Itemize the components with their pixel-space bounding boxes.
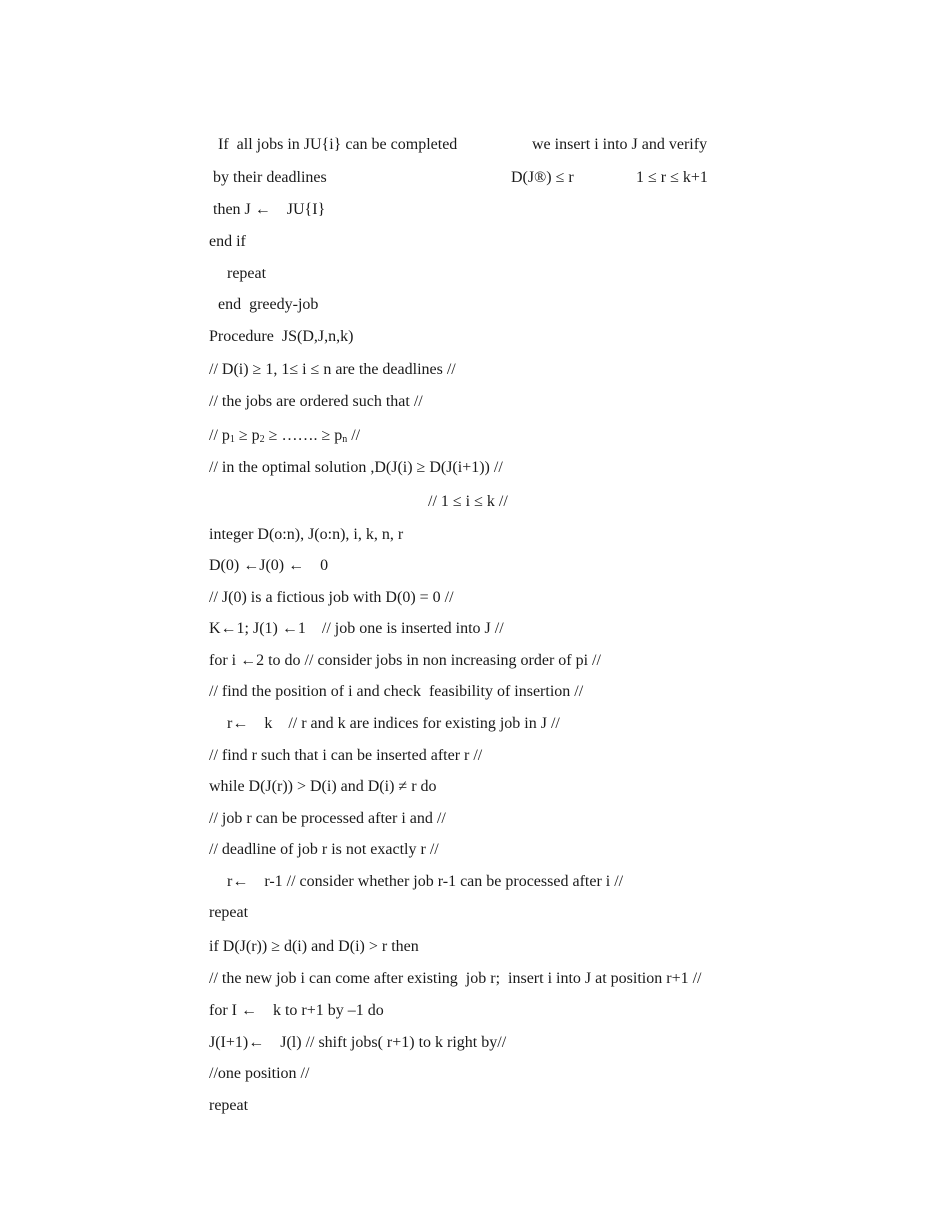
line-20-text: // find r such that i can be inserted after r //	[209, 747, 483, 764]
code-line-1-right	[516, 115, 708, 153]
code-line-2	[197, 148, 327, 186]
line-22-text: // job r can be processed after i and //	[209, 810, 446, 827]
line-26-text: if D(J(r)) ≥ d(i) and D(i) > r then	[209, 938, 419, 955]
line-2-mid: D(J®) ≤ r	[511, 169, 574, 186]
code-line-26	[193, 917, 419, 955]
line-3-text: then J ← JU{I}	[213, 201, 326, 218]
line-4-text: end if	[209, 233, 246, 250]
line-25-text: repeat	[209, 904, 249, 921]
line-10-b: ≥ p	[234, 427, 260, 444]
line-17-text: for i ←2 to do // consider jobs in non increasing order of pi //	[209, 652, 601, 669]
line-2-left: by their deadlines	[213, 169, 327, 186]
line-10-a: // p	[209, 427, 230, 444]
code-line-21	[193, 757, 437, 795]
line-5-text: repeat	[227, 265, 267, 282]
line-10-sub-2: 2	[259, 434, 265, 445]
code-line-2-mid	[495, 148, 574, 186]
code-line-16	[193, 599, 504, 637]
line-7-text: Procedure JS(D,J,n,k)	[209, 328, 354, 345]
line-28-text: for I ← k to r+1 by –1 do	[209, 1002, 384, 1019]
line-10-c: ≥ ……. ≥ p	[264, 427, 343, 444]
line-14-text: D(0) ←J(0) ← 0	[209, 557, 329, 574]
code-line-23	[193, 820, 439, 858]
code-line-5	[211, 244, 267, 282]
line-19-text: r← k // r and k are indices for existing job in J //	[227, 715, 560, 732]
code-line-25	[193, 883, 249, 921]
line-6-text: end greedy-job	[218, 296, 319, 313]
line-12-text: // 1 ≤ i ≤ k //	[428, 493, 508, 510]
code-line-20	[193, 726, 483, 764]
code-line-18	[193, 662, 584, 700]
code-line-17	[193, 631, 601, 669]
line-30-text: //one position //	[209, 1065, 310, 1082]
code-line-10	[193, 406, 361, 445]
line-1-left: If all jobs in JU{i} can be completed	[218, 136, 458, 153]
line-10-sub-n: n	[342, 434, 348, 445]
code-line-15	[193, 568, 454, 606]
line-31-text: repeat	[209, 1097, 249, 1114]
code-line-9	[193, 372, 423, 410]
code-line-13	[193, 505, 404, 543]
line-24-text: r← r-1 // consider whether job r-1 can be processed after i //	[227, 873, 624, 890]
code-line-11	[193, 438, 503, 476]
line-8-text: // D(i) ≥ 1, 1≤ i ≤ n are the deadlines //	[209, 361, 456, 378]
code-line-14	[193, 536, 329, 574]
line-2-right: 1 ≤ r ≤ k+1	[636, 169, 708, 186]
code-line-29	[193, 1013, 507, 1051]
code-line-2-right	[620, 148, 708, 186]
code-line-28	[193, 981, 384, 1019]
code-line-3	[197, 180, 326, 218]
code-line-4	[193, 212, 246, 250]
line-23-text: // deadline of job r is not exactly r //	[209, 841, 439, 858]
line-10-sub-1: 1	[229, 434, 235, 445]
line-11-text: // in the optimal solution ,D(J(i) ≥ D(J(i+1)) //	[209, 459, 503, 476]
line-1-right: we insert i into J and verify	[532, 136, 708, 153]
code-line-24	[211, 852, 624, 890]
code-line-31	[193, 1076, 249, 1114]
line-10-d: //	[347, 427, 361, 444]
code-line-22	[193, 789, 446, 827]
code-line-30	[193, 1044, 310, 1082]
line-29-text: J(I+1)← J(l) // shift jobs( r+1) to k right by//	[209, 1034, 507, 1051]
code-line-12	[412, 472, 508, 510]
code-line-27	[193, 949, 702, 987]
line-16-text: K←1; J(1) ←1 // job one is inserted into J //	[209, 620, 504, 637]
code-line-6	[202, 275, 319, 313]
code-line-8	[193, 340, 456, 378]
line-15-text: // J(0) is a fictious job with D(0) = 0 //	[209, 589, 454, 606]
line-9-text: // the jobs are ordered such that //	[209, 393, 423, 410]
code-line-1	[202, 115, 458, 153]
line-27-text: // the new job i can come after existing job r; insert i into J at position r+1 //	[209, 970, 702, 987]
code-line-19	[211, 694, 560, 732]
line-21-text: while D(J(r)) > D(i) and D(i) ≠ r do	[209, 778, 437, 795]
line-13-text: integer D(o:n), J(o:n), i, k, n, r	[209, 526, 404, 543]
code-line-7	[193, 307, 354, 345]
line-18-text: // find the position of i and check feasibility of insertion //	[209, 683, 584, 700]
